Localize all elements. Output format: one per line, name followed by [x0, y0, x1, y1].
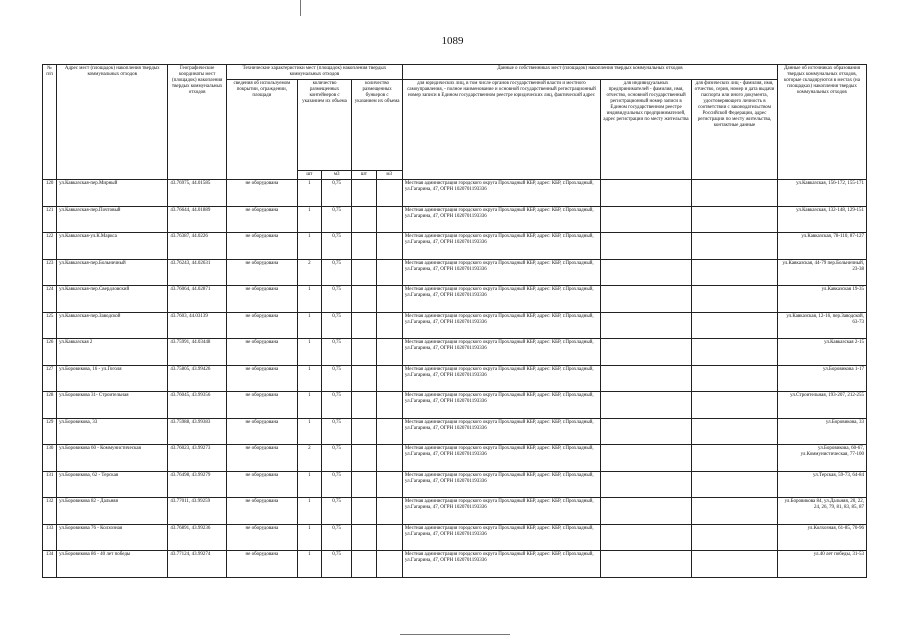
header-tech-cover: сведения об используемом покрытии, ограждении, площади [226, 80, 297, 180]
row-sources: ул.Кавказская 19-35 [777, 286, 866, 313]
row-number: 124 [43, 286, 57, 313]
row-owner-phys [692, 445, 778, 472]
row-owner-ip [601, 471, 692, 498]
row-number: 130 [43, 445, 57, 472]
header-unit-pcs: шт [297, 171, 321, 180]
row-bunker-count [352, 418, 376, 445]
row-bunker-volume [376, 259, 402, 286]
row-owner-legal: Местная администрация городского округа Прохладный КБР, адрес: КБР, г.Прохладный, ул.Гагарина, 47, ОГРН 1020701193336 [402, 312, 600, 339]
header-owners-ip: для индивидуальных предпринимателей - фамилия, имя, отчество, основной государственный регистрационный номер записи в Едином государственном реестре индивидуальных предпринимателей, адрес регистрации по месту жительства [601, 80, 692, 180]
row-coords: 43.75988, 43.99383 [168, 418, 227, 445]
row-container-volume: 0,75 [321, 180, 351, 207]
table-row [43, 259, 867, 286]
row-address: ул.Кавказская 2 [57, 339, 168, 366]
header-num: № п/п [43, 65, 57, 180]
row-bunker-volume [376, 365, 402, 392]
row-container-volume: 0,75 [321, 259, 351, 286]
row-address: ул.Кавказская-пер.Свердловский [57, 286, 168, 313]
row-number: 120 [43, 180, 57, 207]
row-sources: ул.Боровикова 1-17 [777, 365, 866, 392]
row-container-count: 1 [297, 286, 321, 313]
row-cover: не оборудована [226, 286, 297, 313]
row-owner-ip [601, 312, 692, 339]
row-owner-ip [601, 180, 692, 207]
row-address: ул.Кавказская-пер.Мирный [57, 180, 168, 207]
row-bunker-volume [376, 312, 402, 339]
table-row [43, 551, 867, 578]
row-bunker-count [352, 233, 376, 260]
row-address: ул.Боровикова 76 - Колхозная [57, 524, 168, 551]
row-cover: не оборудована [226, 312, 297, 339]
row-container-volume: 0,75 [321, 551, 351, 578]
row-coords: 43.76243, 44.02631 [168, 259, 227, 286]
table-row [43, 206, 867, 233]
row-container-volume: 0,75 [321, 445, 351, 472]
row-container-count: 1 [297, 524, 321, 551]
row-number: 133 [43, 524, 57, 551]
row-bunker-count [352, 471, 376, 498]
row-bunker-count [352, 339, 376, 366]
row-owner-legal: Местная администрация городского округа Прохладный КБР, адрес: КБР, г.Прохладный, ул.Гагарина, 47, ОГРН 1020701193336 [402, 365, 600, 392]
row-coords: 43.76023, 43.99273 [168, 445, 227, 472]
row-owner-ip [601, 445, 692, 472]
row-owner-legal: Местная администрация городского округа Прохладный КБР, адрес: КБР, г.Прохладный, ул.Гагарина, 47, ОГРН 1020701193336 [402, 180, 600, 207]
row-owner-legal: Местная администрация городского округа Прохладный КБР, адрес: КБР, г.Прохладный, ул.Гагарина, 47, ОГРН 1020701193336 [402, 524, 600, 551]
row-sources: ул.Боровикова, 60-67, ул.Коммунистическая, 77-100 [777, 445, 866, 472]
table-row [43, 233, 867, 260]
row-owner-legal: Местная администрация городского округа Прохладный КБР, адрес: КБР, г.Прохладный, ул.Гагарина, 47, ОГРН 1020701193336 [402, 233, 600, 260]
header-tech: Технические характеристики мест (площадок) накопления твердых коммунальных отходов [226, 65, 402, 80]
row-number: 126 [43, 339, 57, 366]
header-unit-m3: м3 [321, 171, 351, 180]
row-bunker-count [352, 180, 376, 207]
row-coords: 43.76498, 43.99279 [168, 471, 227, 498]
row-owner-legal: Местная администрация городского округа Прохладный КБР, адрес: КБР, г.Прохладный, ул.Гагарина, 47, ОГРН 1020701193336 [402, 498, 600, 525]
row-container-count: 1 [297, 365, 321, 392]
row-container-volume: 0,75 [321, 339, 351, 366]
row-coords: 43.75991, 44.03448 [168, 339, 227, 366]
row-owner-phys [692, 259, 778, 286]
row-cover: не оборудована [226, 498, 297, 525]
row-container-count: 1 [297, 233, 321, 260]
row-coords: 43.77124, 43.99274 [168, 551, 227, 578]
row-owner-ip [601, 233, 692, 260]
row-bunker-volume [376, 233, 402, 260]
row-container-count: 1 [297, 339, 321, 366]
row-bunker-volume [376, 445, 402, 472]
row-sources: ул.Колхозная, 61-85, 70-96 [777, 524, 866, 551]
row-owner-phys [692, 206, 778, 233]
row-container-count: 1 [297, 498, 321, 525]
row-number: 123 [43, 259, 57, 286]
row-owner-phys [692, 418, 778, 445]
row-address: ул.Боровикова 82 - Дальняя [57, 498, 168, 525]
row-container-volume: 0,75 [321, 471, 351, 498]
row-container-count: 1 [297, 551, 321, 578]
table-row [43, 286, 867, 313]
page-number: 1089 [441, 35, 464, 47]
row-bunker-volume [376, 498, 402, 525]
row-address: ул.Боровикова 31- Строительная [57, 392, 168, 419]
row-bunker-count [352, 206, 376, 233]
row-bunker-volume [376, 286, 402, 313]
row-address: ул.Боровикова, 33 [57, 418, 168, 445]
row-container-count: 1 [297, 392, 321, 419]
row-container-volume: 0,75 [321, 365, 351, 392]
row-bunker-volume [376, 471, 402, 498]
row-container-count: 2 [297, 259, 321, 286]
row-sources: ул.Кавказская, 156-172, 155-171 [777, 180, 866, 207]
row-container-volume: 0,75 [321, 392, 351, 419]
row-address: ул.Боровикова 86 - 40 лет победы [57, 551, 168, 578]
row-cover: не оборудована [226, 206, 297, 233]
row-bunker-volume [376, 392, 402, 419]
table-row [43, 471, 867, 498]
row-number: 132 [43, 498, 57, 525]
table-row [43, 445, 867, 472]
row-container-volume: 0,75 [321, 524, 351, 551]
row-address: ул.Кавказская-пер.Заводской [57, 312, 168, 339]
row-cover: не оборудована [226, 365, 297, 392]
row-container-count: 1 [297, 471, 321, 498]
row-bunker-count [352, 286, 376, 313]
row-bunker-count [352, 445, 376, 472]
row-coords: 43.7603, 44.03139 [168, 312, 227, 339]
row-cover: не оборудована [226, 233, 297, 260]
row-owner-legal: Местная администрация городского округа Прохладный КБР, адрес: КБР, г.Прохладный, ул.Гагарина, 47, ОГРН 1020701193336 [402, 339, 600, 366]
header-tech-containers: количество размещенных контейнеров с указанием их объема [297, 80, 352, 171]
row-container-count: 1 [297, 180, 321, 207]
row-container-volume: 0,75 [321, 312, 351, 339]
binding-mark-bottom [400, 634, 510, 635]
row-owner-legal: Местная администрация городского округа Прохладный КБР, адрес: КБР, г.Прохладный, ул.Гагарина, 47, ОГРН 1020701193336 [402, 392, 600, 419]
row-coords: 43.76064, 44.02871 [168, 286, 227, 313]
row-container-volume: 0,75 [321, 498, 351, 525]
header-address: Адрес мест (площадок) накопления твердых коммунальных отходов [57, 65, 168, 180]
row-owner-phys [692, 471, 778, 498]
table-row [43, 365, 867, 392]
row-bunker-volume [376, 418, 402, 445]
header-owners-phys: для физических лиц - фамилия, имя, отчество, серия, номер и дата выдачи паспорта или иного документа, удостоверяющего личность в соответствии с законодательством Российской Федерации, адрес регистрации по месту жительства, контактные данные [692, 80, 778, 180]
row-container-count: 2 [297, 445, 321, 472]
row-address: ул.Боровикова, 16 - ул.Гоголя [57, 365, 168, 392]
row-bunker-volume [376, 180, 402, 207]
row-container-volume: 0,75 [321, 418, 351, 445]
header-coords: Географические координаты мест (площадок) накопления твердых коммунальных отходов [168, 65, 227, 180]
row-container-count: 1 [297, 206, 321, 233]
binding-mark-top [300, 0, 301, 16]
row-cover: не оборудована [226, 551, 297, 578]
row-owner-ip [601, 259, 692, 286]
row-bunker-volume [376, 524, 402, 551]
row-sources: ул.40 лет победы, 31-53 [777, 551, 866, 578]
row-owner-phys [692, 551, 778, 578]
row-owner-legal: Местная администрация городского округа Прохладный КБР, адрес: КБР, г.Прохладный, ул.Гагарина, 47, ОГРН 1020701193336 [402, 206, 600, 233]
row-owner-ip [601, 392, 692, 419]
row-number: 122 [43, 233, 57, 260]
row-bunker-count [352, 259, 376, 286]
row-coords: 43.77011, 43.99259 [168, 498, 227, 525]
table-row [43, 418, 867, 445]
row-sources: ул.Кавказская 2-15 [777, 339, 866, 366]
row-bunker-volume [376, 551, 402, 578]
row-bunker-volume [376, 206, 402, 233]
row-owner-phys [692, 286, 778, 313]
row-cover: не оборудована [226, 392, 297, 419]
table-row [43, 498, 867, 525]
row-owner-legal: Местная администрация городского округа Прохладный КБР, адрес: КБР, г.Прохладный, ул.Гагарина, 47, ОГРН 1020701193336 [402, 471, 600, 498]
row-coords: 43.76045, 43.99356 [168, 392, 227, 419]
row-cover: не оборудована [226, 180, 297, 207]
row-sources: ул.Боровикова 84, ул.Дальняя, 20, 22, 24, 26, 79, 81, 83, 85, 87 [777, 498, 866, 525]
row-owner-ip [601, 365, 692, 392]
row-cover: не оборудована [226, 418, 297, 445]
row-number: 127 [43, 365, 57, 392]
table-row [43, 339, 867, 366]
header-tech-bunkers: количество размещенных бункеров с указанием их объема [352, 80, 403, 171]
row-bunker-count [352, 312, 376, 339]
row-coords: 43.76975, 44.01585 [168, 180, 227, 207]
row-number: 131 [43, 471, 57, 498]
row-owner-legal: Местная администрация городского округа Прохладный КБР, адрес: КБР, г.Прохладный, ул.Гагарина, 47, ОГРН 1020701193336 [402, 259, 600, 286]
row-container-volume: 0,75 [321, 206, 351, 233]
row-number: 129 [43, 418, 57, 445]
row-cover: не оборудована [226, 471, 297, 498]
row-sources: ул.Кавказская, 12-16, пер.Заводской, 63-73 [777, 312, 866, 339]
row-number: 134 [43, 551, 57, 578]
row-bunker-count [352, 524, 376, 551]
row-bunker-count [352, 551, 376, 578]
row-number: 128 [43, 392, 57, 419]
row-container-count: 1 [297, 418, 321, 445]
row-number: 125 [43, 312, 57, 339]
row-owner-ip [601, 339, 692, 366]
row-owner-legal: Местная администрация городского округа Прохладный КБР, адрес: КБР, г.Прохладный, ул.Гагарина, 47, ОГРН 1020701193336 [402, 445, 600, 472]
row-owner-ip [601, 498, 692, 525]
table-row [43, 180, 867, 207]
row-owner-phys [692, 392, 778, 419]
row-bunker-count [352, 498, 376, 525]
header-unit-m3-bunker: м3 [376, 171, 402, 180]
row-address: ул.Кавказская-пер.Почтовый [57, 206, 168, 233]
row-owner-legal: Местная администрация городского округа Прохладный КБР, адрес: КБР, г.Прохладный, ул.Гагарина, 47, ОГРН 1020701193336 [402, 551, 600, 578]
table-row [43, 524, 867, 551]
row-owner-phys [692, 233, 778, 260]
row-cover: не оборудована [226, 339, 297, 366]
row-owner-ip [601, 551, 692, 578]
waste-sites-registry-table [42, 64, 867, 578]
row-bunker-count [352, 365, 376, 392]
row-owner-ip [601, 418, 692, 445]
row-container-volume: 0,75 [321, 233, 351, 260]
row-owner-ip [601, 524, 692, 551]
row-owner-phys [692, 524, 778, 551]
row-sources: ул.Терская, 59-73, 64-84 [777, 471, 866, 498]
row-owner-ip [601, 286, 692, 313]
row-owner-legal: Местная администрация городского округа Прохладный КБР, адрес: КБР, г.Прохладный, ул.Гагарина, 47, ОГРН 1020701193336 [402, 286, 600, 313]
row-coords: 43.76644, 44.01889 [168, 206, 227, 233]
row-address: ул.Кавказская-ул.К.Маркса [57, 233, 168, 260]
row-address: ул.Боровикова 60 - Коммунистическая [57, 445, 168, 472]
row-cover: не оборудована [226, 524, 297, 551]
row-coords: 43.76891, 43.99236 [168, 524, 227, 551]
row-sources: ул.Кавказская, 132-148, 129-151 [777, 206, 866, 233]
row-sources: ул.Кавказская, 78-110, 87-127 [777, 233, 866, 260]
row-number: 121 [43, 206, 57, 233]
row-owner-ip [601, 206, 692, 233]
table-row [43, 392, 867, 419]
row-address: ул.Боровикова, 62 - Терская [57, 471, 168, 498]
row-container-volume: 0,75 [321, 286, 351, 313]
row-owner-phys [692, 498, 778, 525]
row-sources: ул.Боровикова, 33 [777, 418, 866, 445]
row-owner-phys [692, 180, 778, 207]
row-coords: 43.75805, 43.99426 [168, 365, 227, 392]
header-unit-pcs-bunker: шт [352, 171, 376, 180]
row-bunker-count [352, 392, 376, 419]
row-sources: ул.Строительная, 193-207, 212-255 [777, 392, 866, 419]
row-cover: не оборудована [226, 259, 297, 286]
row-owner-phys [692, 365, 778, 392]
row-owner-phys [692, 339, 778, 366]
row-cover: не оборудована [226, 445, 297, 472]
row-owner-legal: Местная администрация городского округа Прохладный КБР, адрес: КБР, г.Прохладный, ул.Гагарина, 47, ОГРН 1020701193336 [402, 418, 600, 445]
row-bunker-volume [376, 339, 402, 366]
row-sources: ул.Кавказская, 44-79 пер.Больничный, 23-38 [777, 259, 866, 286]
row-address: ул.Кавказская-пер.Больничный [57, 259, 168, 286]
header-sources: Данные об источниках образования твердых коммунальных отходов, которые складируются в местах (на площадках) накопления твердых коммунальных отходов [777, 65, 866, 180]
row-coords: 43.76387, 44.0226 [168, 233, 227, 260]
header-owners: Данные о собственниках мест (площадок) накопления твердых коммунальных отходов [402, 65, 777, 80]
row-container-count: 1 [297, 312, 321, 339]
table-row [43, 312, 867, 339]
header-owners-legal: для юридических лиц, в том числе органов государственной власти и местного самоуправления, - полное наименование и основной государственный регистрационный номер записи в Едином государственном реестре юридических лиц, фактический адрес [402, 80, 600, 180]
row-owner-phys [692, 312, 778, 339]
